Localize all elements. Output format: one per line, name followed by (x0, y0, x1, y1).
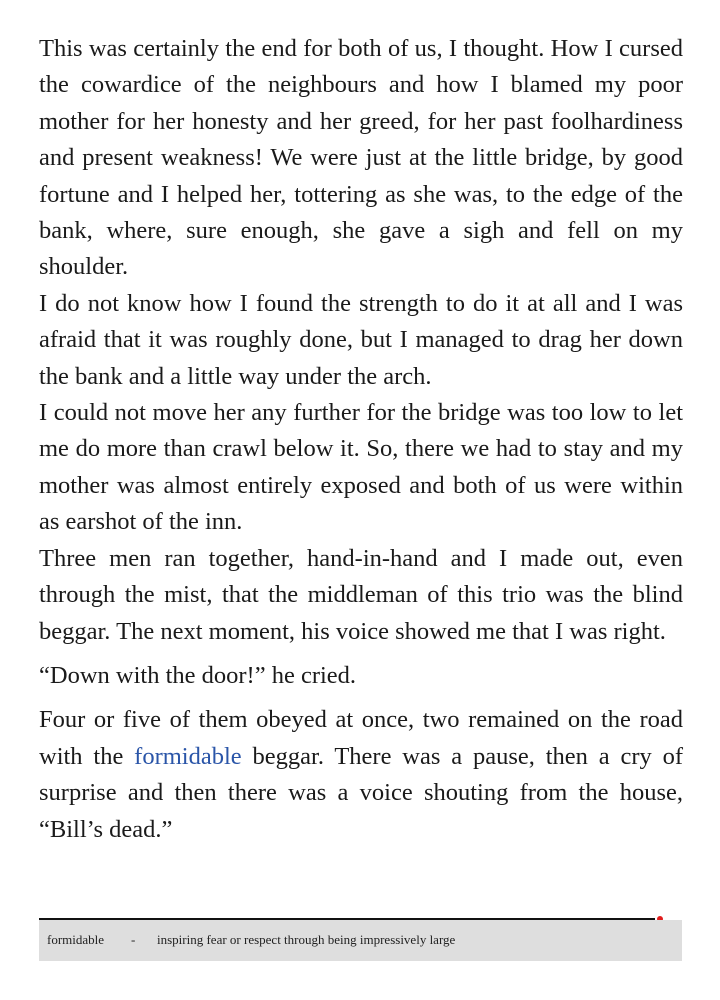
paragraph-6-before: Four or five of them obeyed at once, two remained on the road with the (39, 706, 683, 770)
paragraph-6-after: beggar. There was a pause, then a cry of surprise and then there was a voice shouting from the house, “Bill’s dead.” (39, 742, 683, 843)
paragraph-1: This was certainly the end for both of us, I thought. How I cursed the cowardice of the neighbours and how I blamed my poor mother for her honesty and her greed, for her past foolhardiness and present weakness! We were just at the little bridge, by good fortune and I helped her, tottering as she was, to the edge of the bank, where, sure enough, she gave a sigh and fell on my shoulder. (39, 35, 683, 281)
paragraph-2: I do not know how I found the strength to do it at all and I was afraid that it was roughly done, but I managed to drag her down the bank and a little way under the arch. (39, 289, 683, 390)
story-text (39, 31, 683, 848)
glossary-word-link[interactable]: formidable (134, 742, 242, 770)
paragraph-6 (39, 702, 683, 848)
glossary-separator: - (131, 932, 136, 947)
paragraph-4: Three men ran together, hand-in-hand and I made out, even through the mist, that the middleman of this trio was the blind beggar. The next moment, his voice showed me that I was right. (39, 544, 683, 645)
glossary-definition: inspiring fear or respect through being impressively large (157, 932, 456, 947)
paragraph-3: I could not move her any further for the bridge was too low to let me do more than crawl below it. So, there we had to stay and my mother was almost entirely exposed and both of us were within as earshot of the inn. (39, 399, 683, 536)
paragraph-5: “Down with the door!” he cried. (39, 661, 357, 689)
glossary-box (39, 920, 682, 961)
glossary-term: formidable (47, 932, 105, 947)
